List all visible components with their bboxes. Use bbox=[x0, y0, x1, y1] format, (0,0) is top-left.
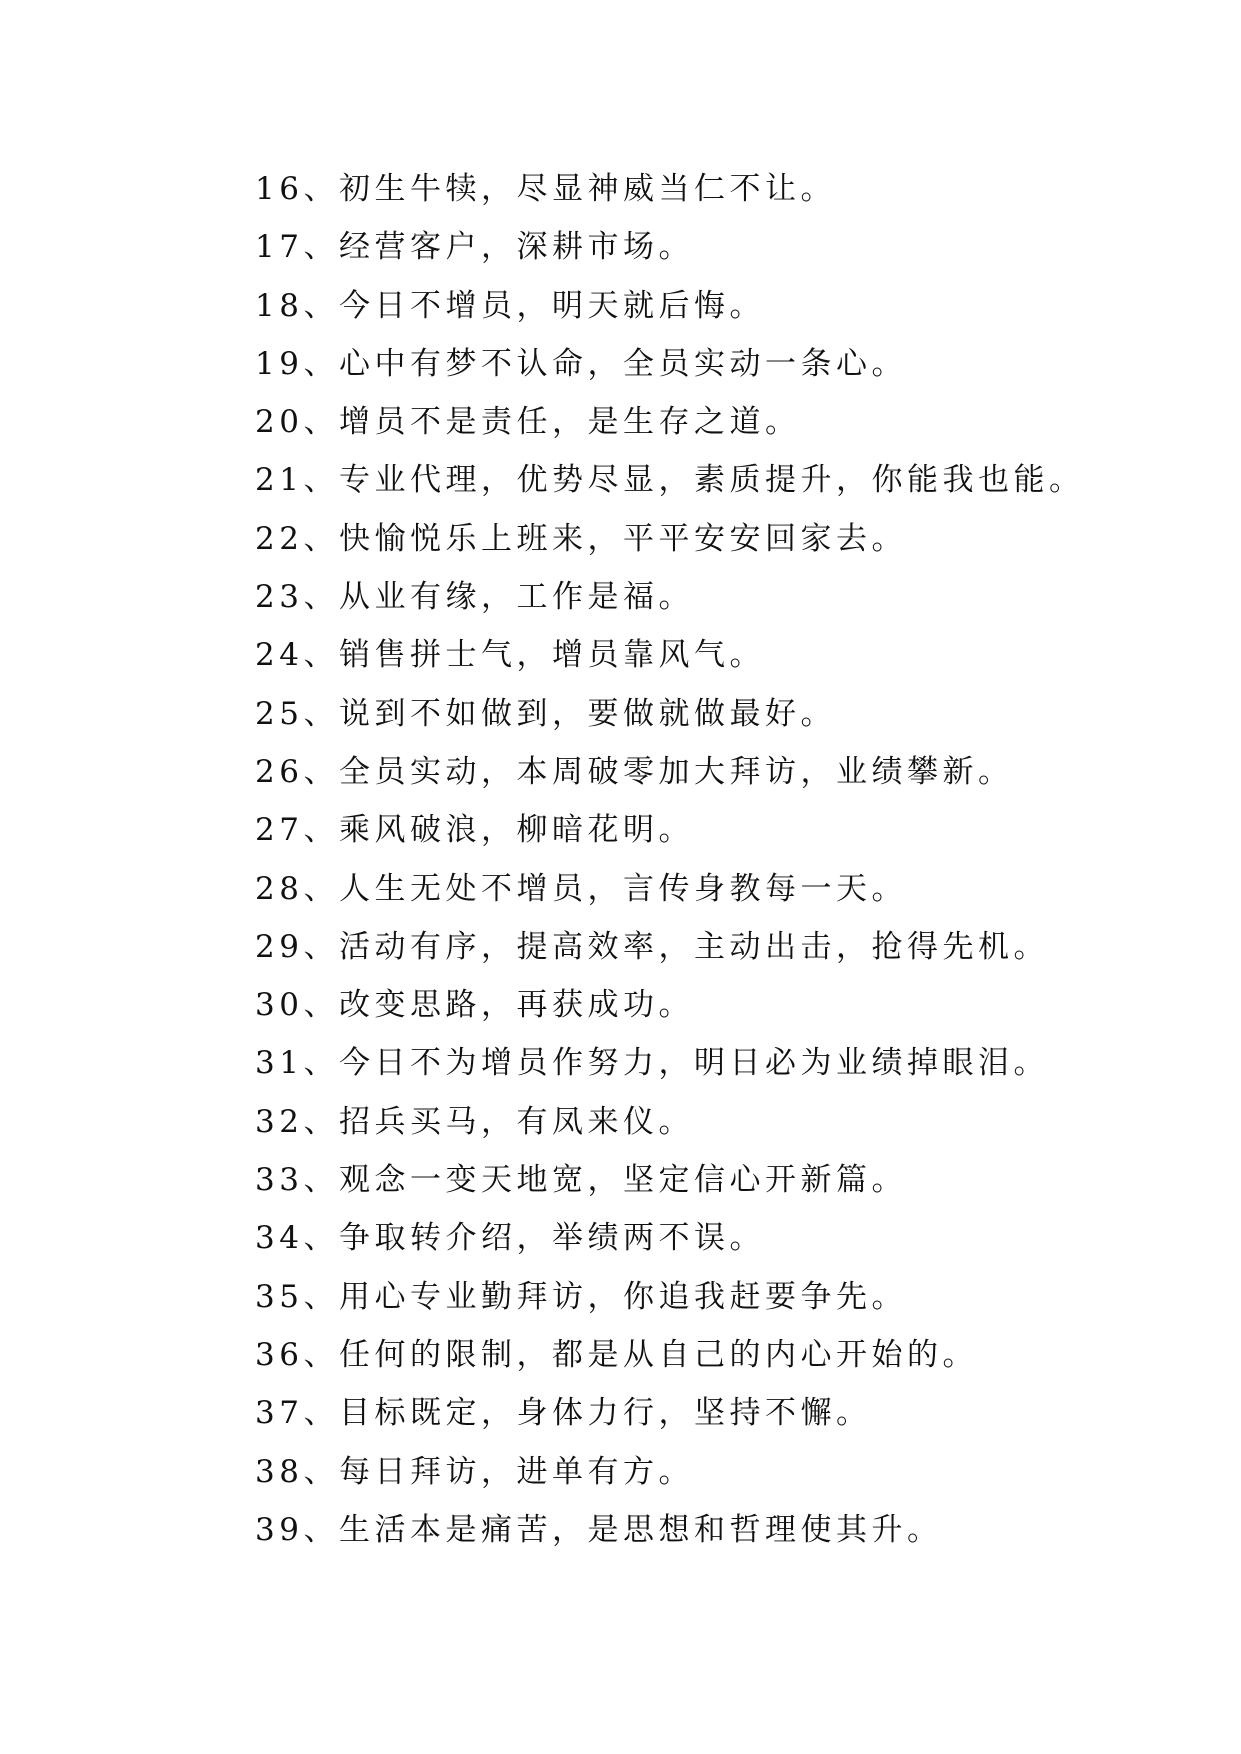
slogan-line: 37、目标既定，身体力行，坚持不懈。 bbox=[255, 1395, 872, 1432]
slogan-line: 38、每日拜访，进单有方。 bbox=[255, 1453, 694, 1490]
slogan-line: 18、今日不增员，明天就后悔。 bbox=[255, 287, 765, 324]
slogan-line: 19、心中有梦不认命，全员实动一条心。 bbox=[255, 345, 907, 382]
slogan-line: 31、今日不为增员作努力，明日必为业绩掉眼泪。 bbox=[255, 1045, 1049, 1082]
slogan-line: 39、生活本是痛苦，是思想和哲理使其升。 bbox=[255, 1511, 943, 1548]
slogan-line: 33、观念一变天地宽，坚定信心开新篇。 bbox=[255, 1162, 907, 1199]
slogan-line: 29、活动有序，提高效率，主动出击，抢得先机。 bbox=[255, 928, 1049, 965]
slogan-line: 35、用心专业勤拜访，你追我赶要争先。 bbox=[255, 1278, 907, 1315]
slogan-line: 28、人生无处不增员，言传身教每一天。 bbox=[255, 870, 907, 907]
slogan-line: 30、改变思路，再获成功。 bbox=[255, 987, 694, 1024]
slogan-line: 34、争取转介绍，举绩两不误。 bbox=[255, 1220, 765, 1257]
slogan-line: 25、说到不如做到，要做就做最好。 bbox=[255, 695, 836, 732]
slogan-line: 21、专业代理，优势尽显，素质提升，你能我也能。 bbox=[255, 462, 1085, 499]
slogan-line: 17、经营客户，深耕市场。 bbox=[255, 229, 694, 266]
slogan-list bbox=[255, 160, 1084, 1559]
slogan-line: 32、招兵买马，有凤来仪。 bbox=[255, 1103, 694, 1140]
slogan-line: 22、快愉悦乐上班来，平平安安回家去。 bbox=[255, 520, 907, 557]
slogan-line: 36、任何的限制，都是从自己的内心开始的。 bbox=[255, 1336, 978, 1373]
slogan-line: 27、乘风破浪，柳暗花明。 bbox=[255, 812, 694, 849]
slogan-line: 26、全员实动，本周破零加大拜访，业绩攀新。 bbox=[255, 753, 1014, 790]
slogan-line: 23、从业有缘，工作是福。 bbox=[255, 579, 694, 616]
slogan-line: 16、初生牛犊，尽显神威当仁不让。 bbox=[255, 171, 836, 207]
slogan-line: 20、增员不是责任，是生存之道。 bbox=[255, 404, 801, 441]
slogan-line: 24、销售拼士气，增员靠风气。 bbox=[255, 637, 765, 674]
